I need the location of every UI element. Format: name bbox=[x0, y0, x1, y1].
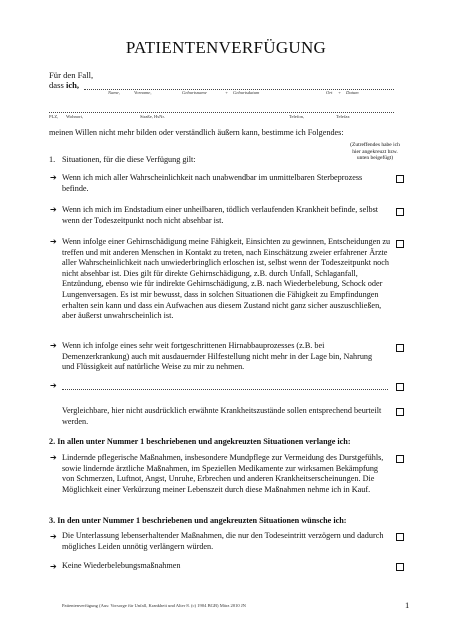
section1-number: 1. bbox=[49, 155, 56, 164]
intro-line-2 bbox=[49, 80, 79, 91]
section1-closing: Vergleichbare, hier nicht ausdrücklich erwähnte Krankheitszustände sollen entsprechend beurteilt werden. bbox=[62, 406, 382, 426]
field-label-geburtsdatum: Geburtsdatum bbox=[233, 90, 260, 95]
intro-line-1: Für den Fall, bbox=[49, 70, 94, 80]
checkbox-situation-3[interactable] bbox=[396, 240, 404, 248]
will-statement: meinen Willen nicht mehr bilden oder verständlich äußern kann, bestimme ich Folgendes: bbox=[49, 128, 344, 137]
custom-situation-line[interactable] bbox=[62, 389, 388, 390]
footer-text: Patientenverfügung (Aus: Vorsorge für Unfall, Krankheit und Alter 8. (c) 1904 BGB) März 2010 JN bbox=[62, 603, 246, 608]
section2-item-1: Lindernde pflegerische Maßnahmen, insbesondere Mundpflege zur Vermeidung des Durstgefühls, sowie lindernde ärztliche Maßnahmen, im Speziellen Medikamente zur wirksamen Bekämpfung von Schmerzen, Luftnot, Angst, Unruhe, Erbrechen und anderen Krankheitserscheinungen. Die Möglichkeit einer Verkürzung meiner Lebenszeit durch diese Maßnahmen nehme ich in Kauf. bbox=[62, 453, 384, 494]
checkbox-section3-1[interactable] bbox=[396, 533, 404, 541]
intro-prefix: dass bbox=[49, 80, 66, 90]
checkbox-section3-2[interactable] bbox=[396, 563, 404, 571]
section3-item-1: Die Unterlassung lebenserhaltender Maßnahmen, die nur den Todeseintritt verzögern und dadurch mögliches Leiden unnötig verlängern würden. bbox=[62, 531, 384, 551]
situation-item-1: Wenn ich mich aller Wahrscheinlichkeit nach unabwendbar im unmittelbaren Sterbeprozess befinde. bbox=[62, 173, 363, 193]
arrow-icon: ➔ bbox=[50, 381, 57, 390]
situation-item-4: Wenn ich infolge eines sehr weit fortgeschrittenen Hirnabbauprozesses (z.B. bei Demenzerkrankung) auch mit ausdauernder Hilfestellung nicht mehr in der Lage bin, Nahrung und Flüssigkeit auf natürliche Weise zu mir zu nehmen. bbox=[62, 341, 373, 372]
intro-ich: ich, bbox=[65, 80, 80, 90]
checkbox-section2-1[interactable] bbox=[396, 455, 404, 463]
arrow-icon: ➔ bbox=[50, 205, 57, 214]
section2-heading: 2. In allen unter Nummer 1 beschriebenen und angekreuzten Situationen verlange ich: bbox=[49, 437, 351, 446]
page-number: 1 bbox=[405, 600, 410, 610]
checkbox-situation-custom[interactable] bbox=[396, 383, 404, 391]
arrow-icon: ➔ bbox=[50, 341, 57, 350]
field-label-vorname: Vorname, bbox=[134, 90, 152, 95]
field-label-ort: Ort bbox=[326, 90, 333, 95]
field-label-datum: Datum bbox=[346, 90, 359, 95]
address-dotted-line[interactable] bbox=[49, 112, 394, 113]
arrow-icon: ➔ bbox=[50, 532, 57, 541]
field-label-telefax: Telefax bbox=[336, 114, 350, 119]
arrow-icon: ➔ bbox=[50, 562, 57, 571]
arrow-icon: ➔ bbox=[50, 453, 57, 462]
field-label-plz: PLZ, bbox=[49, 114, 59, 119]
field-label-wohnort: Wohnort, bbox=[66, 114, 84, 119]
checkbox-situation-1[interactable] bbox=[396, 175, 404, 183]
field-label-plus-1: + bbox=[225, 90, 229, 95]
check-note: (Zutreffendes habe ich hier angekreuzt bzw. unten beigefügt) bbox=[350, 142, 400, 162]
arrow-icon: ➔ bbox=[50, 237, 57, 246]
checkbox-situation-comparable[interactable] bbox=[396, 408, 404, 416]
section3-heading: 3. In den unter Nummer 1 beschriebenen und angekreuzten Situationen wünsche ich: bbox=[49, 516, 347, 525]
field-label-name: Name, bbox=[108, 90, 120, 95]
arrow-icon: ➔ bbox=[50, 173, 57, 182]
field-label-strasse: Straße, HsNr. bbox=[140, 114, 165, 119]
situation-item-2: Wenn ich mich im Endstadium einer unheilbaren, tödlich verlaufenden Krankheit befinde, selbst wenn der Todeszeitpunkt noch nicht absehbar ist. bbox=[62, 205, 379, 225]
situation-item-3: Wenn infolge einer Gehirnschädigung meine Fähigkeit, Einsichten zu gewinnen, Entscheidungen zu treffen und mit anderen Menschen in Kontakt zu treten, nach Einschätzung zweier erfahrener Ärzte aller Wahrscheinlichkeit nach unwiederbringlich erloschen ist, selbst wenn der Todeszeitpunkt noch nicht absehbar ist. Dies gilt für direkte Gehirnschädigung, z.B. durch Unfall, Schlaganfall, Entzündung, ebenso wie für indirekte Gehirnschädigung, z.B. nach Wiederbelebung, Schock oder Lungenversagen. Es ist mir bewusst, dass in solchen Situationen die Fähigkeit zu Empfindungen erhalten sein kann und dass ein Aufwachen aus diesem Zustand nicht ganz sicher auszuschließen, aber äußerst unwahrscheinlich ist. bbox=[62, 237, 391, 321]
section3-item-2: Keine Wiederbelebungsmaßnahmen bbox=[62, 561, 181, 570]
section1-heading: Situationen, für die diese Verfügung gilt: bbox=[62, 155, 196, 164]
checkbox-situation-2[interactable] bbox=[396, 208, 404, 216]
field-label-plus-2: + bbox=[338, 90, 342, 95]
checkbox-situation-4[interactable] bbox=[396, 344, 404, 352]
field-label-telefon: Telefon, bbox=[289, 114, 305, 119]
page-title: PATIENTENVERFÜGUNG bbox=[125, 38, 327, 57]
field-label-geburtsname: Geburtsname bbox=[182, 90, 207, 95]
